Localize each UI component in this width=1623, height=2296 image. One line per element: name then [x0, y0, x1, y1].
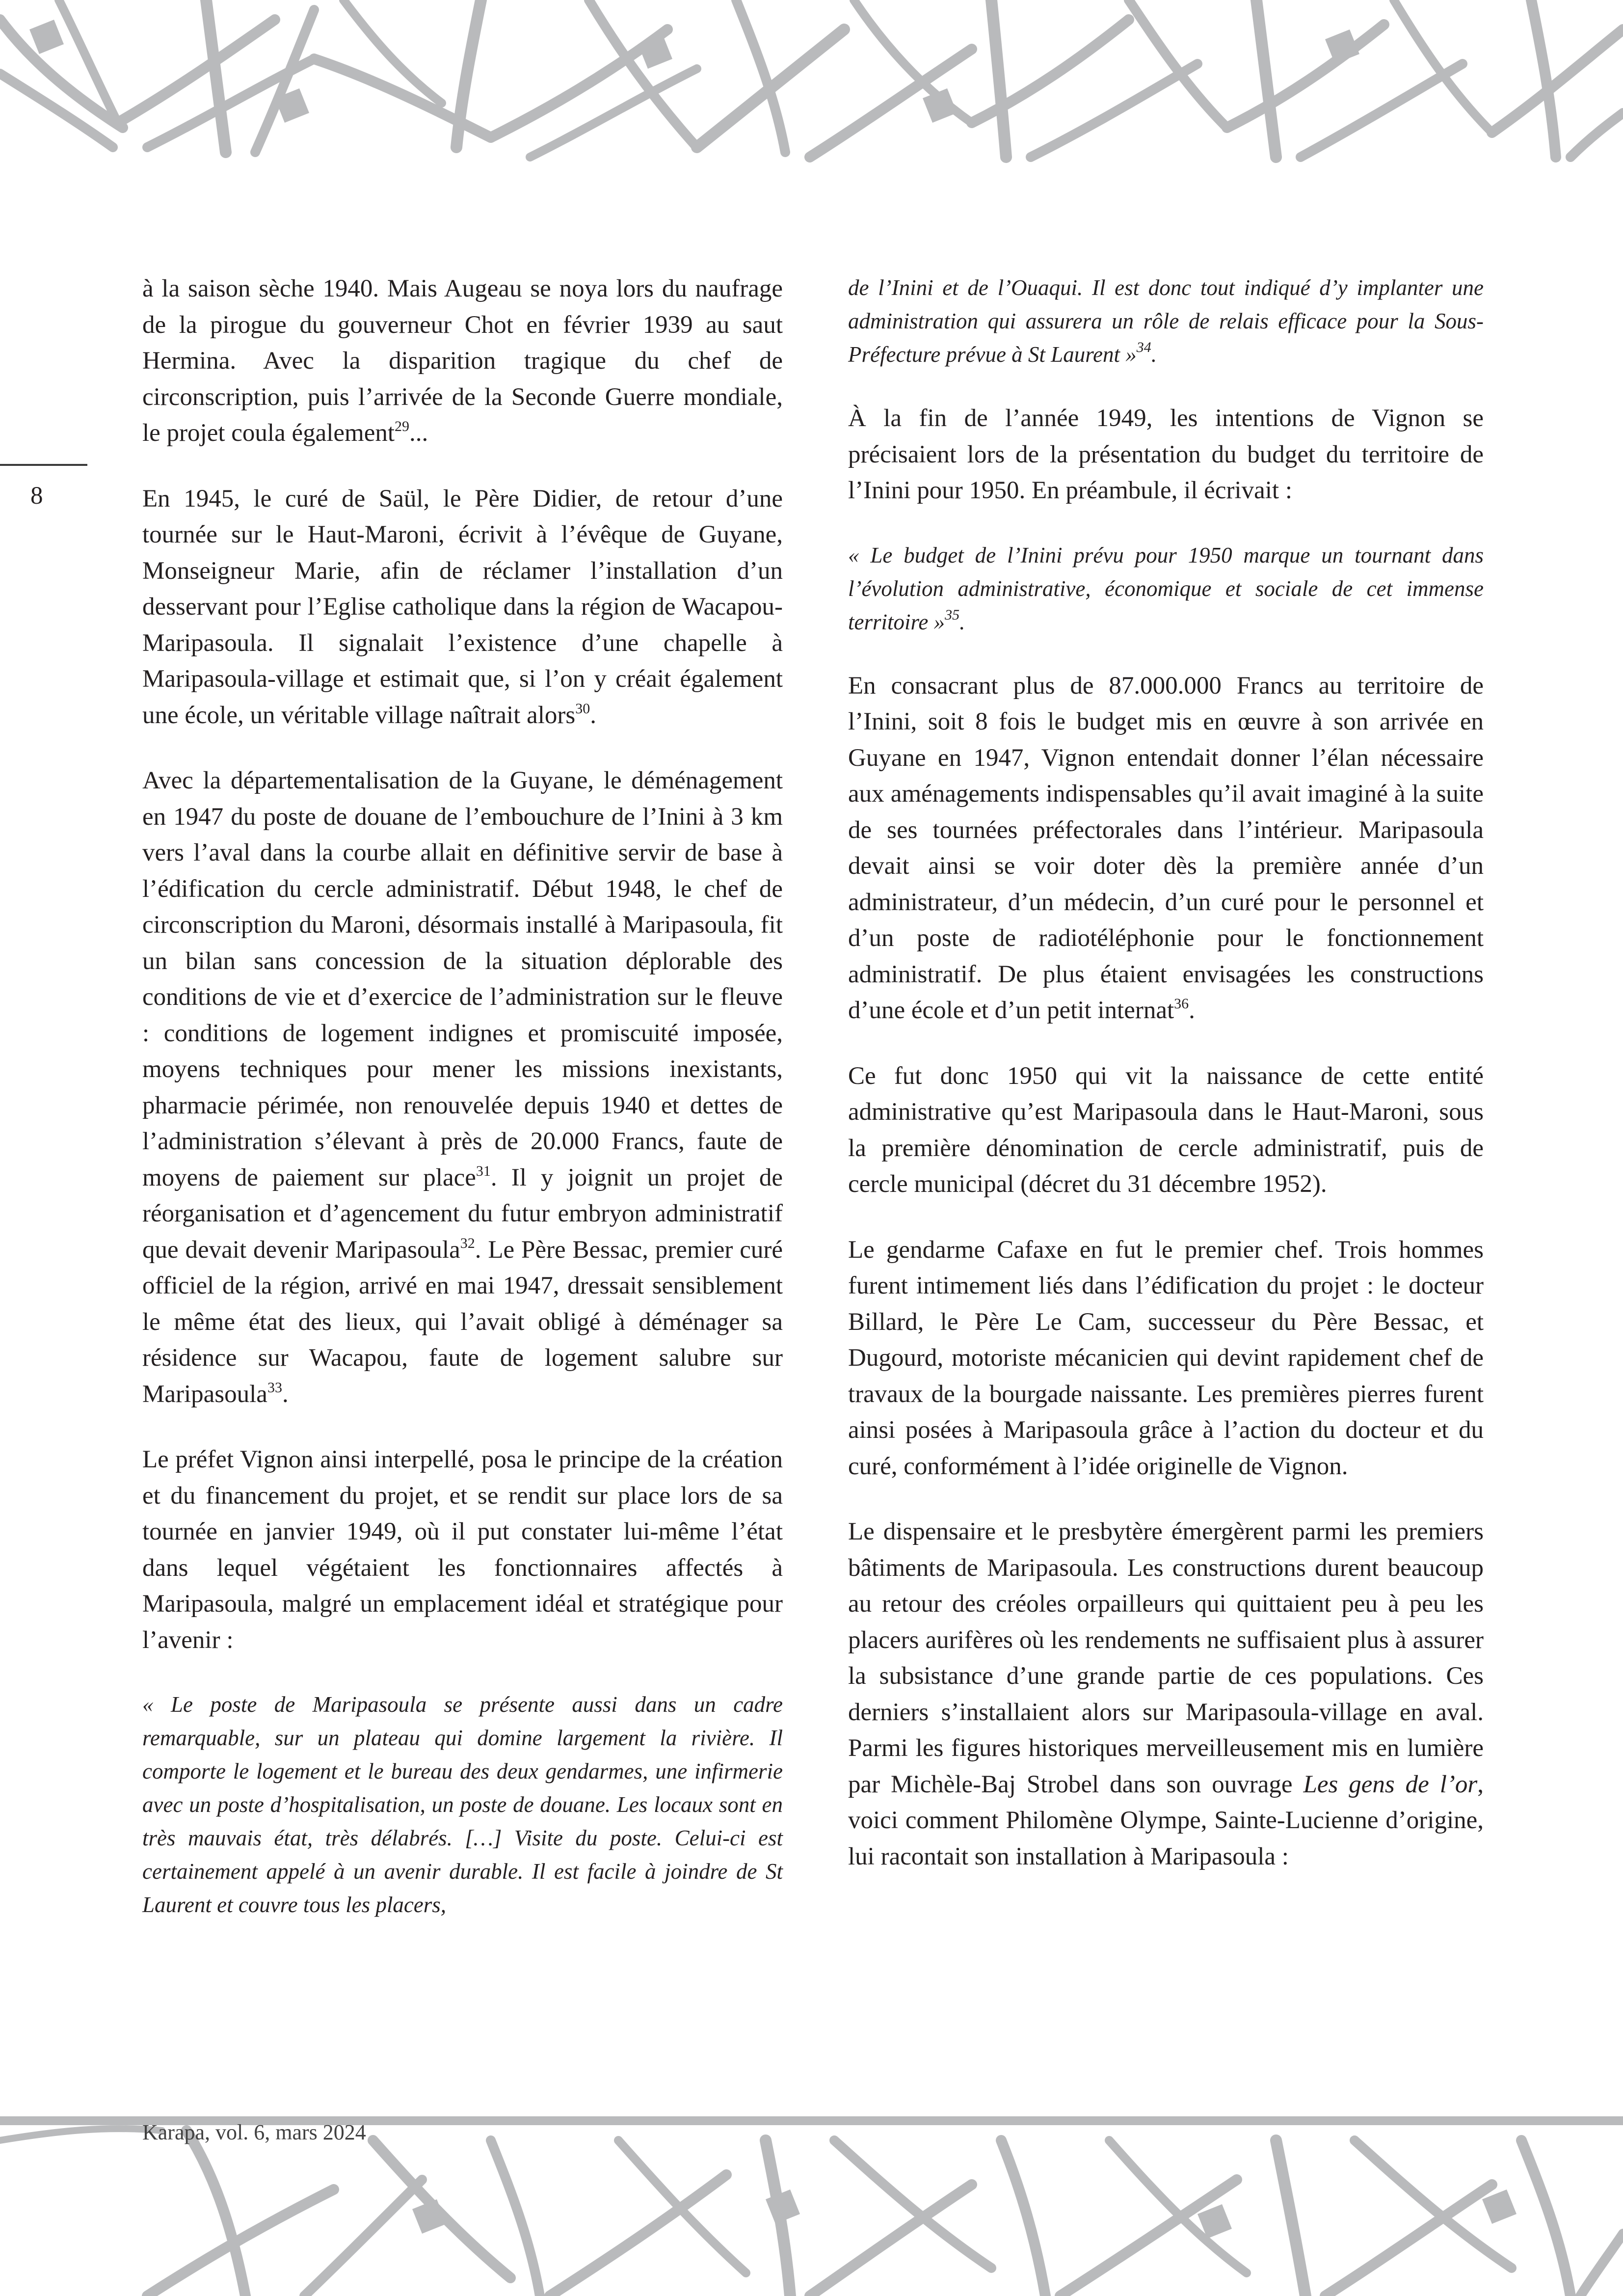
left-text-column	[142, 271, 783, 1951]
right-text-column	[848, 271, 1484, 1904]
text-run: «	[848, 542, 871, 567]
footnote-ref: 32	[460, 1235, 475, 1251]
text-run: Le préfet Vignon ainsi interpellé, posa le principe de la création et du financement du projet, et se rendit sur place lors de sa tournée en janvier 1949, où il put constater lui-même l’état dans lequel végétaient les fonctionnaires affectés à Maripasoula, malgré un emplacement idéal et stratégique pour l’avenir :	[142, 1446, 783, 1654]
body-paragraph	[848, 401, 1484, 509]
body-paragraph	[848, 1514, 1484, 1875]
text-run: , voici comment Philomène Olympe, Sainte-Lucienne d’origine, lui racontait son installation à Maripasoula :	[848, 1770, 1484, 1870]
body-paragraph	[848, 668, 1484, 1029]
text-run: En 1945, le curé de Saül, le Père Didier, de retour d’une tournée sur le Haut-Maroni, écrivit à l’évêque de Guyane, Monseigneur Marie, afin de réclamer l’installation d’un desservant pour l’Eglise catholique dans la région de Wacapou-Maripasoula. Il signalait l’existence d’une chapelle à Maripasoula-village et estimait que, si l’on y créait également une école, un véritable village naîtrait alors	[142, 485, 783, 729]
footnote-ref: 29	[395, 418, 410, 434]
page-number: 8	[30, 482, 43, 510]
text-run: .	[1151, 342, 1157, 367]
text-run: . Le Père Bessac, premier curé officiel de la région, arrivé en mai 1947, dressait sensiblement le même état des lieux, qui l’avait obligé à déménager sa résidence sur Wacapou, faute de logement salubre sur Maripasoula	[142, 1236, 783, 1408]
body-paragraph	[142, 763, 783, 1412]
text-run: ...	[409, 419, 428, 447]
footnote-ref: 36	[1174, 996, 1189, 1012]
text-run: En consacrant plus de 87.000.000 Francs au territoire de l’Inini, soit 8 fois le budget mis en œuvre à son arrivée en Guyane en 1947, Vignon entendait donner l’élan nécessaire aux aménagements indispensables qu’il avait imaginé à la suite de ses tournées préfectorales dans l’intérieur. Maripasoula devait ainsi se voir doter dès la première année d’un administrateur, d’un médecin, d’un curé pour le personnel et d’un poste de radiotéléphonie pour le fonctionnement administratif. De plus étaient envisagées les constructions d’une école et d’un petit internat	[848, 672, 1484, 1024]
quotation-paragraph	[848, 271, 1484, 371]
footnote-ref: 33	[267, 1379, 282, 1396]
top-decorative-band	[0, 0, 1623, 169]
italic-text: Le poste de Maripasoula se présente aussi dans un cadre remarquable, sur un plateau qui domine largement la rivière. Il comporte le logement et le bureau des deux gendarmes, une infirmerie avec un poste d’hospitalisation, un poste de douane. Les locaux sont en très mauvais état, très délabrés. […] Visite du poste. Celui-ci est certainement appelé à un avenir durable. Il est facile à joindre de St Laurent et couvre tous les placers,	[142, 1692, 783, 1917]
footnote-ref: 31	[476, 1162, 491, 1179]
body-paragraph	[142, 1442, 783, 1658]
text-run: Ce fut donc 1950 qui vit la naissance de cette entité administrative qu’est Maripasoula dans le Haut-Maroni, sous la première dénomination de cercle administratif, puis de cercle municipal (décret du 31 décembre 1952).	[848, 1062, 1484, 1198]
italic-text: Le budget de l’Inini prévu pour 1950 marque un tournant dans l’évolution administrative, économique et sociale de cet immense territoire »	[848, 542, 1484, 634]
text-run: «	[142, 1692, 171, 1717]
body-paragraph	[142, 481, 783, 734]
text-run: À la fin de l’année 1949, les intentions de Vignon se précisaient lors de la présentation du budget du territoire de l’Inini pour 1950. En préambule, il écrivait :	[848, 405, 1484, 504]
text-run: . Il y joignit un projet de réorganisation et d’agencement du futur embryon administratif que devait devenir Maripasoula	[142, 1163, 783, 1264]
quotation-paragraph	[848, 539, 1484, 639]
body-paragraph	[142, 271, 783, 452]
text-run: .	[590, 701, 596, 729]
body-paragraph	[848, 1232, 1484, 1485]
woven-pattern-top	[0, 0, 1623, 169]
footnote-ref: 34	[1136, 339, 1151, 355]
text-run: Le gendarme Cafaxe en fut le premier chef. Trois hommes furent intimement liés dans l’édification du projet : le docteur Billard, le Père Le Cam, successeur du Père Bessac, et Dugourd, motoriste mécanicien qui devint rapidement chef de travaux de la bourgade naissante. Les premières pierres furent ainsi posées à Maripasoula grâce à l’action du docteur et du curé, conformément à l’idée originelle de Vignon.	[848, 1236, 1484, 1480]
text-run: Avec la départementalisation de la Guyane, le déménagement en 1947 du poste de douane de l’embouchure de l’Inini à 3 km vers l’aval dans la courbe allait en définitive servir de base à l’édification du cercle administratif. Début 1948, le chef de circonscription du Maroni, désormais installé à Maripasoula, fit un bilan sans concession de la situation déplorable des conditions de vie et d’exercice de l’administration sur le fleuve : conditions de logement indignes et promiscuité imposée, moyens techniques pour mener les missions inexistants, pharmacie périmée, non renouvelée depuis 1940 et dettes de l’administration s’élevant à près de 20.000 Francs, faute de moyens de paiement sur place	[142, 767, 783, 1191]
text-run: .	[959, 609, 965, 634]
text-run: Le dispensaire et le presbytère émergèrent parmi les premiers bâtiments de Maripasoula. Les constructions durent beaucoup au retour des créoles orpailleurs qui quittaient peu à peu les placers aurifères où les rendements ne suffisaient plus à assurer la subsistance d’une grande partie de ces populations. Ces derniers s’installaient alors sur Maripasoula-village en aval. Parmi les figures historiques merveilleusement mis en lumière par Michèle-Baj Strobel dans son ouvrage	[848, 1518, 1484, 1798]
footnote-ref: 35	[945, 606, 960, 623]
text-run: .	[1189, 997, 1195, 1024]
text-run: à la saison sèche 1940. Mais Augeau se noya lors du naufrage de la pirogue du gouverneur Chot en février 1939 au saut Hermina. Avec la disparition tragique du chef de circonscription, puis l’arrivée de la Seconde Guerre mondiale, le projet coula également	[142, 275, 783, 447]
quotation-paragraph	[142, 1688, 783, 1921]
page-number-rule	[0, 464, 87, 466]
italic-text: de l’Inini et de l’Ouaqui. Il est donc tout indiqué d’y implanter une administration qui assurera un rôle de relais efficace pour la Sous-Préfecture prévue à St Laurent »	[848, 275, 1484, 367]
text-run: .	[282, 1380, 289, 1408]
italic-text: Les gens de l’or	[1303, 1770, 1478, 1798]
body-paragraph	[848, 1058, 1484, 1203]
footnote-ref: 30	[575, 700, 590, 717]
journal-footer: Karapa, vol. 6, mars 2024	[142, 2120, 366, 2144]
